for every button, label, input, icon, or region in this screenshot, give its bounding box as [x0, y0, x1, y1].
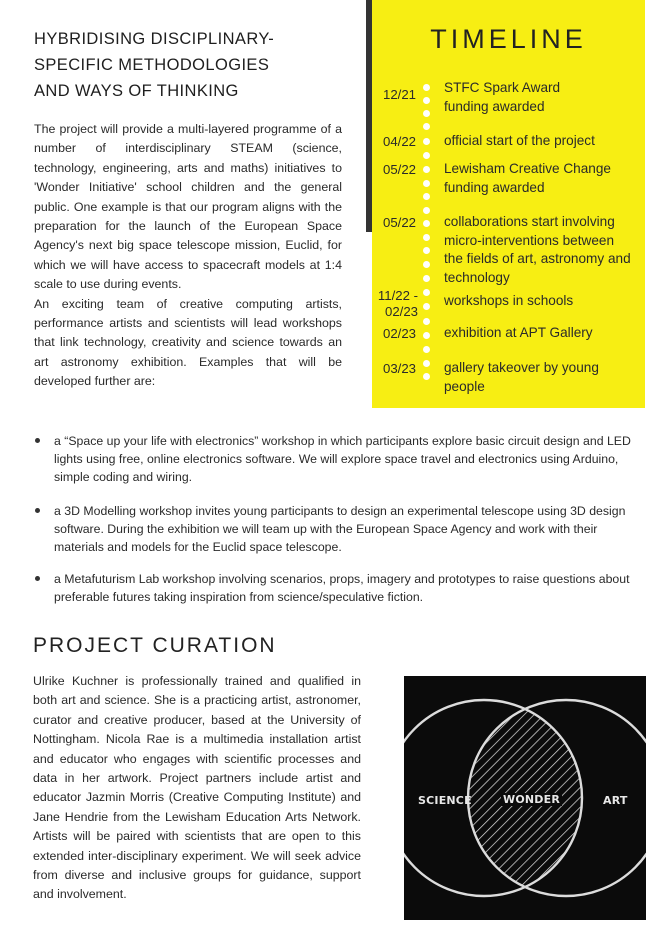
timeline-text: exhibition at APT Gallery	[444, 325, 593, 340]
timeline-dots	[423, 80, 431, 380]
timeline-date: 02/23	[382, 326, 416, 341]
timeline-date: 03/23	[382, 361, 416, 376]
timeline-text: Lewisham Creative Change funding awarded	[444, 161, 611, 195]
bullet-icon	[35, 438, 40, 443]
workshop-text: a 3D Modelling workshop invites young participants to design an experimental telescope using 3D design software. During the exhibition we will team up with the European Space Agency and work with their materials and models for the Euclid space telescope.	[54, 504, 626, 554]
curation-text: Ulrike Kuchner is professionally trained and qualified in both art and science. She is a practicing artist, astronomer, curator and creative producer, based at the University of Nottingham. Nicola Rae is a multimedia installation artist and educator who engages with scientific processes and data in her artwork. Project partners include artist and educator Jazmin Morris (Creative Computing Institute) and Jane Hendrie from the Lewisham Education Arts Network. Artists will be paired with scientists that are open to this extended inter-disciplinary experiment. We will seek advice from diverse and inclusive groups for guidance, support and involvement.	[33, 674, 361, 902]
bullet-icon	[35, 576, 40, 581]
timeline-text: gallery takeover by young people	[444, 360, 599, 394]
venn-label-art: ART	[603, 794, 628, 807]
list-item	[54, 502, 646, 556]
timeline-date: 11/22 - 02/23	[377, 288, 418, 319]
heading-line-2: SPECIFIC METHODOLOGIES	[34, 56, 270, 74]
venn-diagram-image	[404, 676, 646, 920]
intro-paragraph-1: The project will provide a multi-layered programme of a number of interdisciplinary STEAM (science, technology, engineering, arts and maths) initiatives to 'Wonder Initiative' school children and the general public. One example is that our program aligns with the preparation for the launch of the European Space Agency's next big space telescope mission, Euclid, for which we will have access to spacecraft models at 1:4 scale to use during events.	[34, 122, 342, 292]
timeline-text: STFC Spark Award funding awarded	[444, 80, 561, 114]
timeline-date: 05/22	[382, 162, 416, 177]
intro-paragraph-2: An exciting team of creative computing artists, performance artists and scientists will lead workshops that link technology, creativity and science towards an art astronomy exhibition. Examples that will be developed further are:	[34, 296, 342, 389]
timeline-date: 05/22	[382, 215, 416, 230]
curation-title: PROJECT CURATION	[33, 634, 277, 657]
venn-label-science: SCIENCE	[418, 794, 472, 807]
timeline-title: TIMELINE	[430, 24, 587, 54]
list-item	[54, 570, 646, 606]
timeline-text: official start of the project	[444, 133, 595, 148]
timeline-panel	[372, 0, 645, 408]
timeline-text: collaborations start involving micro-interventions between the fields of art, astronomy and technology	[444, 214, 631, 285]
heading-line-3: AND WAYS OF THINKING	[34, 82, 239, 100]
timeline-date: 04/22	[382, 134, 416, 149]
intro-text	[34, 120, 342, 392]
list-item	[54, 432, 646, 486]
bullet-icon	[35, 508, 40, 513]
venn-label-wonder: WONDER	[503, 793, 561, 806]
workshop-text: a “Space up your life with electronics” workshop in which participants explore basic circuit design and LED lights using free, online electronics software. We will explore space travel and electronics using Arduino, simple coding and wiring.	[54, 434, 631, 484]
timeline-date: 12/21	[382, 87, 416, 102]
section-heading	[34, 26, 274, 104]
timeline-text: workshops in schools	[444, 293, 574, 308]
workshop-text: a Metafuturism Lab workshop involving scenarios, props, imagery and prototypes to raise questions about preferable futures taking inspiration from science/speculative fiction.	[54, 572, 630, 604]
heading-line-1: HYBRIDISING DISCIPLINARY-	[34, 30, 275, 48]
